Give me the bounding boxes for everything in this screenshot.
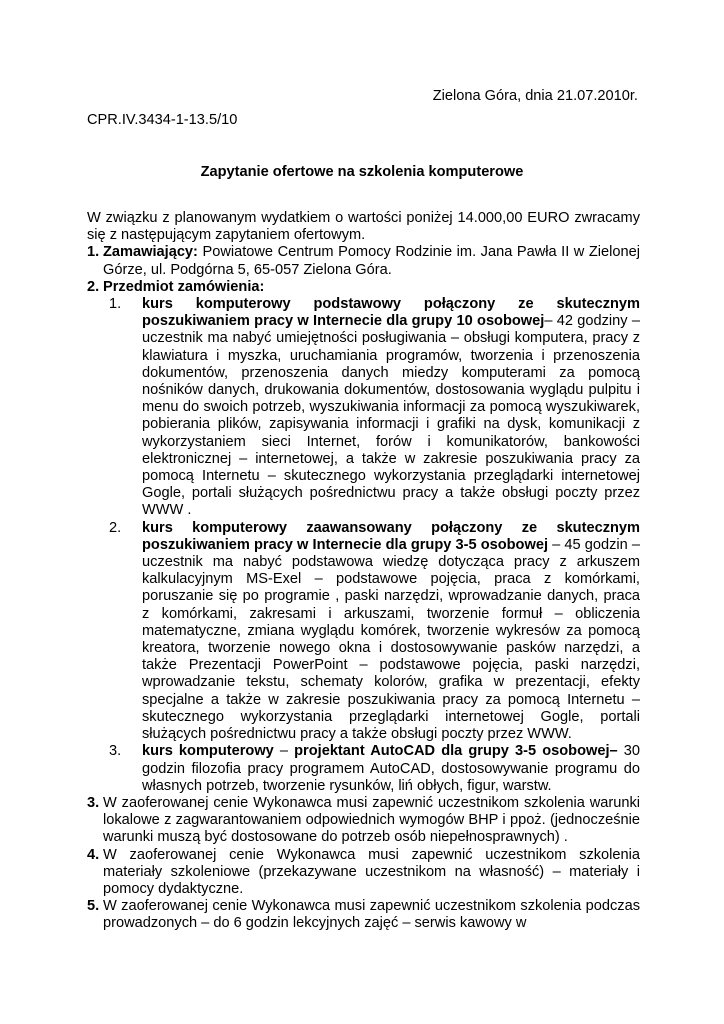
order-item-1-title: kurs komputerowy podstawowy połączony ze skutecznym poszukiwaniem pracy w Internecie dla grupy 10 osobowej — [142, 296, 640, 330]
order-item-3 — [87, 743, 640, 795]
order-item-3-title-a: kurs komputerowy — [142, 743, 274, 760]
document-title: Zapytanie ofertowe na szkolenia komputerowe — [200, 164, 524, 180]
order-item-2-text: – 45 godzin – uczestnik ma nabyć podstawowa wiedzę dotycząca pracy z arkuszem kalkulacyjnym MS-Exel – podstawowe pojęcia, praca z komórkami, poruszanie się po programie , paski narzędzi, wprowadzanie danych, praca z komórkami, zakresami i arkuszami, tworzenie formuł – obliczenia matematyczne, zmiana wyglądu komórek, tworzenie wykresów za pomocą kreatora, tworzenie nowego okna i dostosowywanie pasków narzędzi, a także Prezentacji PowerPoint – podstawowe pojęcia, paski narzędzi, wprowadzanie tekstu, schematy kolorów, grafika w prezentacji, efekty specjalne a także w zakresie poszukiwania pracy za pomocą Internetu – skutecznego wykorzystania przeglądarki internetowej Gogle, portali służących pośrednictwu pracy a także obsługi poczty przez WWW. — [142, 536, 640, 743]
order-item-2-title: kurs komputerowy zaawansowany połączony ze skutecznym poszukiwaniem pracy w Internecie dla grupy 3-5 osobowej — [142, 519, 640, 553]
section-4-number: 4. — [87, 846, 100, 863]
order-item-3-dash: – — [273, 743, 295, 760]
reference-number: CPR.IV.3434-1-13.5/10 — [87, 112, 238, 128]
section-2-label: Przedmiot zamówienia: — [103, 278, 265, 295]
order-item-2 — [87, 520, 640, 744]
intro-paragraph: W związku z planowanym wydatkiem o wartości poniżej 14.000,00 EURO zwracamy się z następującym zapytaniem ofertowym. — [87, 210, 640, 244]
section-2 — [87, 279, 640, 795]
order-item-1-text: – 42 godziny – uczestnik ma nabyć umiejętności posługiwania – obsługi komputera, pracy z klawiatura i myszka, uruchamiania programów, tworzenia i przenoszenia dokumentów, przenoszenia danych miedzy komputerami za pomocą nośników danych, drukowania dokumentów, dostosowania wyglądu pulpitu i menu do swoich potrzeb, wyszukiwania informacji za pomocą wyszukiwarek, pobierania plików, zapisywania informacji i grafiki na dysk, komunikacji z wykorzystaniem sieci Internet, forów i komunikatorów, bankowości elektronicznej – internetowej, a także w zakresie poszukiwania pracy za pomocą Internetu – skutecznego wykorzystania przeglądarki internetowej Gogle, portali służących pośrednictwu pracy a także obsługi poczty przez WWW . — [142, 313, 640, 519]
section-1-label: Zamawiający: — [103, 244, 198, 261]
section-2-number: 2. — [87, 278, 100, 295]
section-1 — [87, 244, 640, 278]
order-item-3-text: 30 godzin filozofia pracy programem AutoCAD, dostosowywanie programu do własnych potrzeb, tworzenie rysunków, liń obłych, figur, warstw. — [142, 743, 640, 794]
order-item-3-number: 3. — [109, 743, 122, 760]
date-line: Zielona Góra, dnia 21.07.2010r. — [432, 88, 638, 104]
section-4 — [87, 847, 640, 899]
section-3-number: 3. — [87, 794, 100, 811]
section-5 — [87, 898, 640, 932]
section-3 — [87, 795, 640, 847]
order-item-3-title-b: projektant AutoCAD dla grupy 3-5 osobowej– — [294, 743, 618, 760]
section-1-number: 1. — [87, 244, 100, 261]
section-1-text: Powiatowe Centrum Pomocy Rodzinie im. Jana Pawła II w Zielonej Górze, ul. Podgórna 5, 65-057 Zielona Góra. — [103, 244, 640, 278]
section-5-text: W zaoferowanej cenie Wykonawca musi zapewnić uczestnikom szkolenia podczas prowadzonych – do 6 godzin lekcyjnych zajęć – serwis kawowy w — [103, 898, 640, 932]
order-item-1 — [87, 296, 640, 520]
section-5-number: 5. — [87, 898, 100, 915]
document-body — [87, 210, 640, 933]
section-4-text: W zaoferowanej cenie Wykonawca musi zapewnić uczestnikom szkolenia materiały szkoleniowe (przekazywane uczestnikom na własność) – materiały i pomocy dydaktyczne. — [103, 846, 640, 897]
section-3-text: W zaoferowanej cenie Wykonawca musi zapewnić uczestnikom szkolenia warunki lokalowe z zagwarantowaniem odpowiednich wymogów BHP i ppoż. (jednocześnie warunki muszą być dostosowane do potrzeb osób niepełnosprawnych) . — [103, 794, 640, 846]
order-item-1-number: 1. — [109, 296, 122, 313]
order-item-2-number: 2. — [109, 519, 122, 536]
